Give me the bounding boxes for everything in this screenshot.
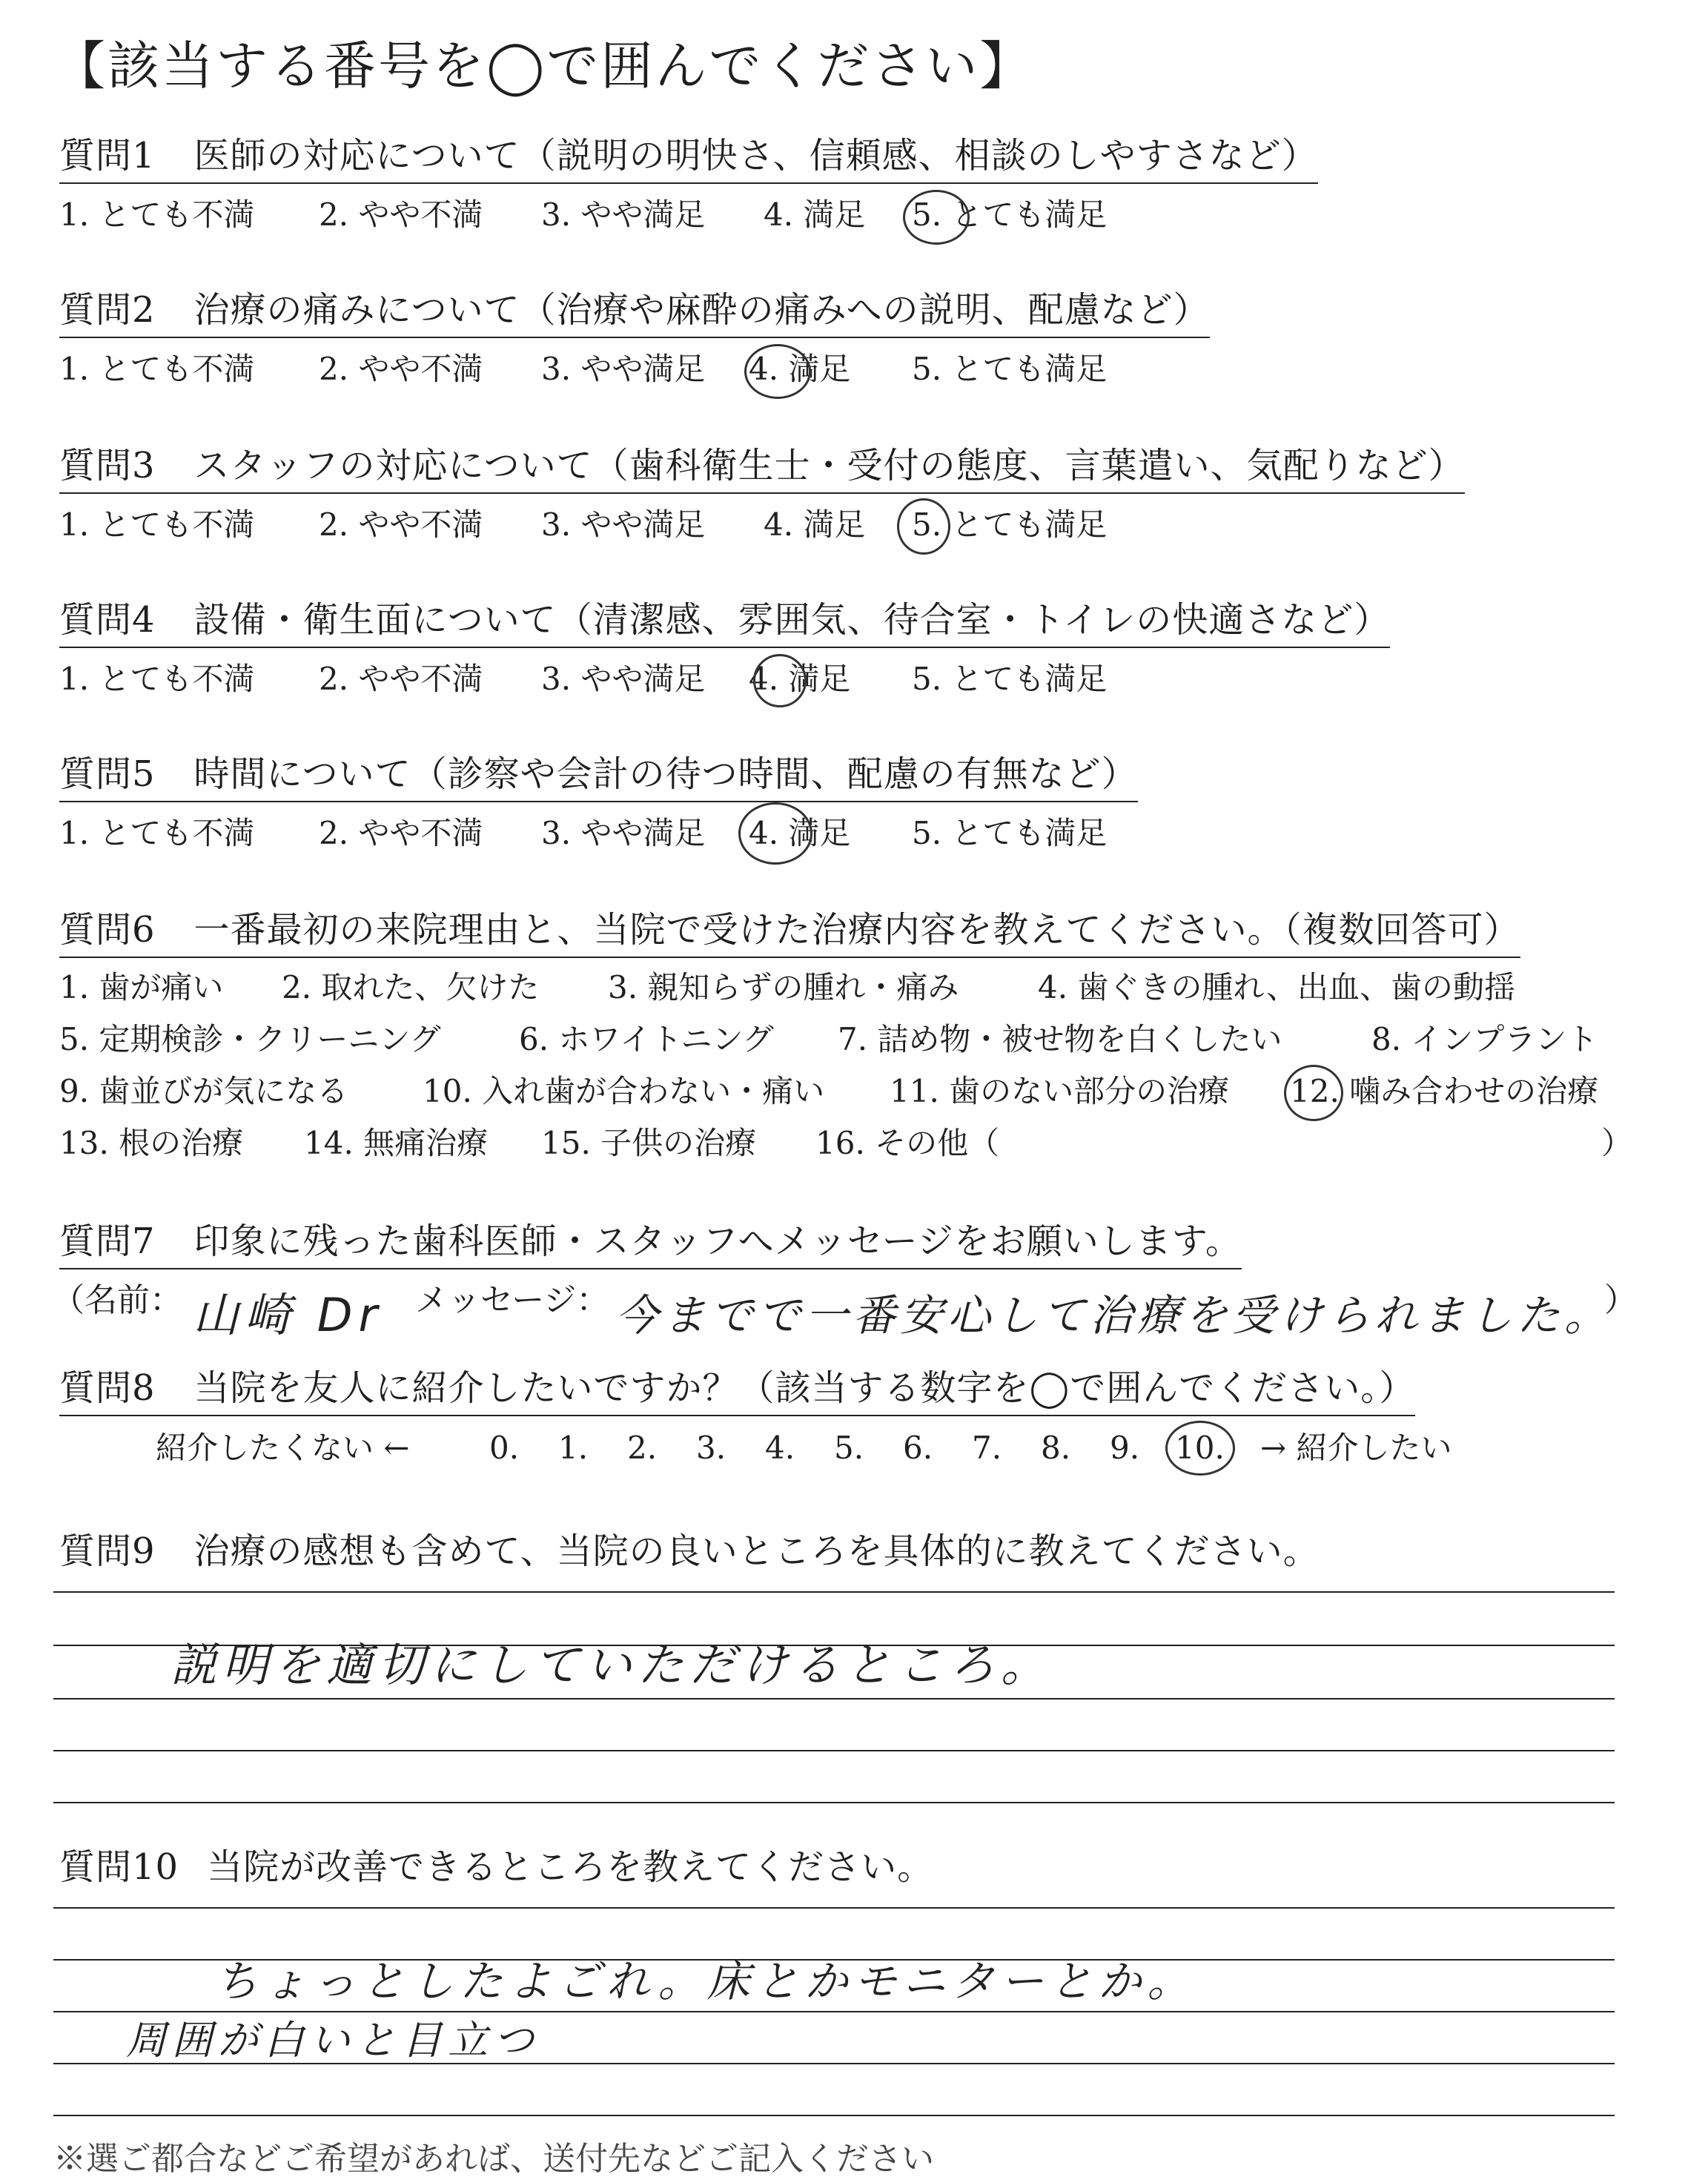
q3-option-2[interactable]: 2. やや不満 [319,506,483,543]
q6-option-10[interactable]: 10. 入れ歯が合わない・痛い [423,1073,825,1109]
q3-option-4[interactable]: 4. 満足 [764,506,866,543]
q6-option-11[interactable]: 11. 歯のない部分の治療 [890,1073,1230,1109]
q4-selected-circle [753,654,807,707]
q8-number: 質問8 [59,1367,156,1409]
q5-text: 時間について（診察や会計の待つ時間、配慮の有無など） [193,753,1138,795]
q4-text: 設備・衛生面について（清潔感、雰囲気、待合室・トイレの快適さなど） [193,599,1391,641]
q8-right-label: → 紹介したい [1260,1430,1452,1466]
q8-scale-10[interactable]: 10. [1175,1430,1225,1466]
q10-answer-line2[interactable]: 周囲が白いと目立つ [126,2017,540,2064]
q7-text: 印象に残った歯科医師・スタッフへメッセージをお願いします。 [193,1221,1242,1262]
q1-option-3[interactable]: 3. やや満足 [541,196,706,233]
q1-option-5[interactable]: 5. とても満足 [912,196,1108,233]
q6-option-3[interactable]: 3. 親知らずの腫れ・痛み [608,969,959,1005]
q6-option-4[interactable]: 4. 歯ぐきの腫れ、出血、歯の動揺 [1038,969,1515,1005]
q10-answer-line1[interactable]: ちょっとしたよごれ。床とかモニターとか。 [215,1956,1196,2006]
q2-option-2[interactable]: 2. やや不満 [319,351,483,387]
q2-number: 質問2 [59,289,156,331]
q2-option-5[interactable]: 5. とても満足 [912,351,1108,387]
q6-option-6[interactable]: 6. ホワイトニング [519,1021,774,1057]
q2-option-1[interactable]: 1. とても不満 [59,351,255,387]
q4-title [59,596,1390,648]
footer-partial-text [53,2138,934,2180]
q6-option-16[interactable]: 16. その他（ [815,1125,1000,1161]
q8-scale-1[interactable]: 1. [558,1430,589,1466]
q6-text: 一番最初の来院理由と、当院で受けた治療内容を教えてください。（複数回答可） [193,909,1520,951]
q4-option-4[interactable]: 4. 満足 [749,661,851,697]
q7-name-label: （名前： [52,1281,182,1319]
q6-number: 質問6 [59,909,156,951]
q3-option-5[interactable]: 5. とても満足 [912,506,1108,543]
q2-option-3[interactable]: 3. やや満足 [541,351,706,387]
q7-title [59,1218,1242,1269]
q6-option-13[interactable]: 13. 根の治療 [59,1125,244,1161]
q1-option-4[interactable]: 4. 満足 [764,196,866,233]
q1-text: 医師の対応について（説明の明快さ、信頼感、相談のしやすさなど） [193,135,1318,176]
q3-number: 質問3 [59,445,156,486]
q6-option-2[interactable]: 2. 取れた、欠けた [282,969,540,1005]
q8-scale-5[interactable]: 5. [834,1430,864,1466]
q7-message-value[interactable]: 今までで一番安心して治療を受けられました。 [615,1290,1612,1341]
q6-option-14[interactable]: 14. 無痛治療 [304,1125,489,1161]
q6-option-7[interactable]: 7. 詰め物・被せ物を白くしたい [838,1021,1282,1057]
q7-message-row [52,1275,1646,1342]
q8-scale-2[interactable]: 2. [627,1430,658,1466]
q6-option-15[interactable]: 15. 子供の治療 [541,1125,757,1161]
q3-option-1[interactable]: 1. とても不満 [59,506,255,543]
q3-option-3[interactable]: 3. やや満足 [541,506,706,543]
q8-scale-4[interactable]: 4. [765,1430,795,1466]
q3-selected-circle [897,498,950,555]
q5-title [59,750,1138,802]
q2-title [59,286,1210,338]
q6-title [59,906,1520,958]
q4-number: 質問4 [59,599,156,641]
q9-answer-line-4 [53,1750,1615,1751]
q2-text: 治療の痛みについて（治療や麻酔の痛みへの説明、配慮など） [193,289,1210,331]
q5-option-4[interactable]: 4. 満足 [749,815,851,851]
q3-text: スタッフの対応について（歯科衛生士・受付の態度、言葉遣い、気配りなど） [193,445,1465,486]
q10-text: 当院が改善できるところを教えてください。 [207,1846,934,1888]
footer-partial: ※選ご都合などご希望があれば、送付先などご記入ください [53,2140,934,2178]
q8-left-label: 紹介したくない ← [156,1430,410,1466]
q5-option-5[interactable]: 5. とても満足 [912,815,1108,851]
q8-scale-8[interactable]: 8. [1041,1430,1071,1466]
q1-title [59,132,1318,184]
q5-option-1[interactable]: 1. とても不満 [59,815,255,851]
q10-number: 質問10 [59,1846,179,1888]
q5-option-3[interactable]: 3. やや満足 [541,815,706,851]
q8-scale-6[interactable]: 6. [903,1430,933,1466]
q9-answer-line-1 [53,1591,1615,1593]
q10-answer-line-5 [53,2115,1615,2116]
q10-title [59,1843,933,1891]
q1-option-1[interactable]: 1. とても不満 [59,196,255,233]
q7-close-paren: ） [1604,1281,1637,1319]
q6-option-16-close: ） [1601,1125,1633,1161]
q4-option-1[interactable]: 1. とても不満 [59,661,255,697]
q6-option-8[interactable]: 8. インプラント [1371,1021,1598,1057]
q4-option-5[interactable]: 5. とても満足 [912,661,1108,697]
q6-option-9[interactable]: 9. 歯並びが気になる [59,1073,348,1109]
q8-selected-circle [1165,1421,1235,1476]
q1-number: 質問1 [59,135,156,176]
q9-number: 質問9 [59,1530,156,1572]
q2-option-4[interactable]: 4. 満足 [749,351,851,387]
q8-title [59,1364,1415,1416]
q10-answer-line-1 [53,1907,1615,1909]
q6-option-5[interactable]: 5. 定期検診・クリーニング [59,1021,441,1057]
q6-selected-circle [1284,1065,1343,1121]
q9-answer-line-3 [53,1698,1615,1700]
q8-scale-7[interactable]: 7. [972,1430,1002,1466]
q7-message-label: メッセージ： [415,1281,609,1319]
q3-title [59,442,1465,494]
q8-text: 当院を友人に紹介したいですか？（該当する数字を◯で囲んでください。） [193,1367,1416,1409]
q5-selected-circle [738,802,812,865]
q4-option-3[interactable]: 3. やや満足 [541,661,706,697]
q9-answer[interactable]: 説明を適切にしていただけるところ。 [171,1638,1053,1692]
q9-answer-line-5 [53,1802,1615,1803]
q8-scale-9[interactable]: 9. [1110,1430,1140,1466]
page-heading: 【該当する番号を◯で囲んでください】 [53,36,1034,96]
q1-option-2[interactable]: 2. やや不満 [319,196,483,233]
q7-number: 質問7 [59,1221,156,1262]
q5-option-2[interactable]: 2. やや不満 [319,815,483,851]
q6-option-12[interactable]: 12. 噛み合わせの治療 [1290,1073,1599,1109]
q9-title [59,1527,1320,1575]
q8-scale-0[interactable]: 0. [489,1430,520,1466]
q4-option-2[interactable]: 2. やや不満 [319,661,483,697]
q9-text: 治療の感想も含めて、当院の良いところを具体的に教えてください。 [193,1530,1320,1572]
q5-number: 質問5 [59,753,156,795]
q6-option-1[interactable]: 1. 歯が痛い [59,969,224,1005]
q2-selected-circle [744,344,811,399]
q7-name-value[interactable]: 山崎 Dr [193,1288,383,1342]
q1-selected-circle [903,190,970,245]
q8-scale-3[interactable]: 3. [696,1430,726,1466]
